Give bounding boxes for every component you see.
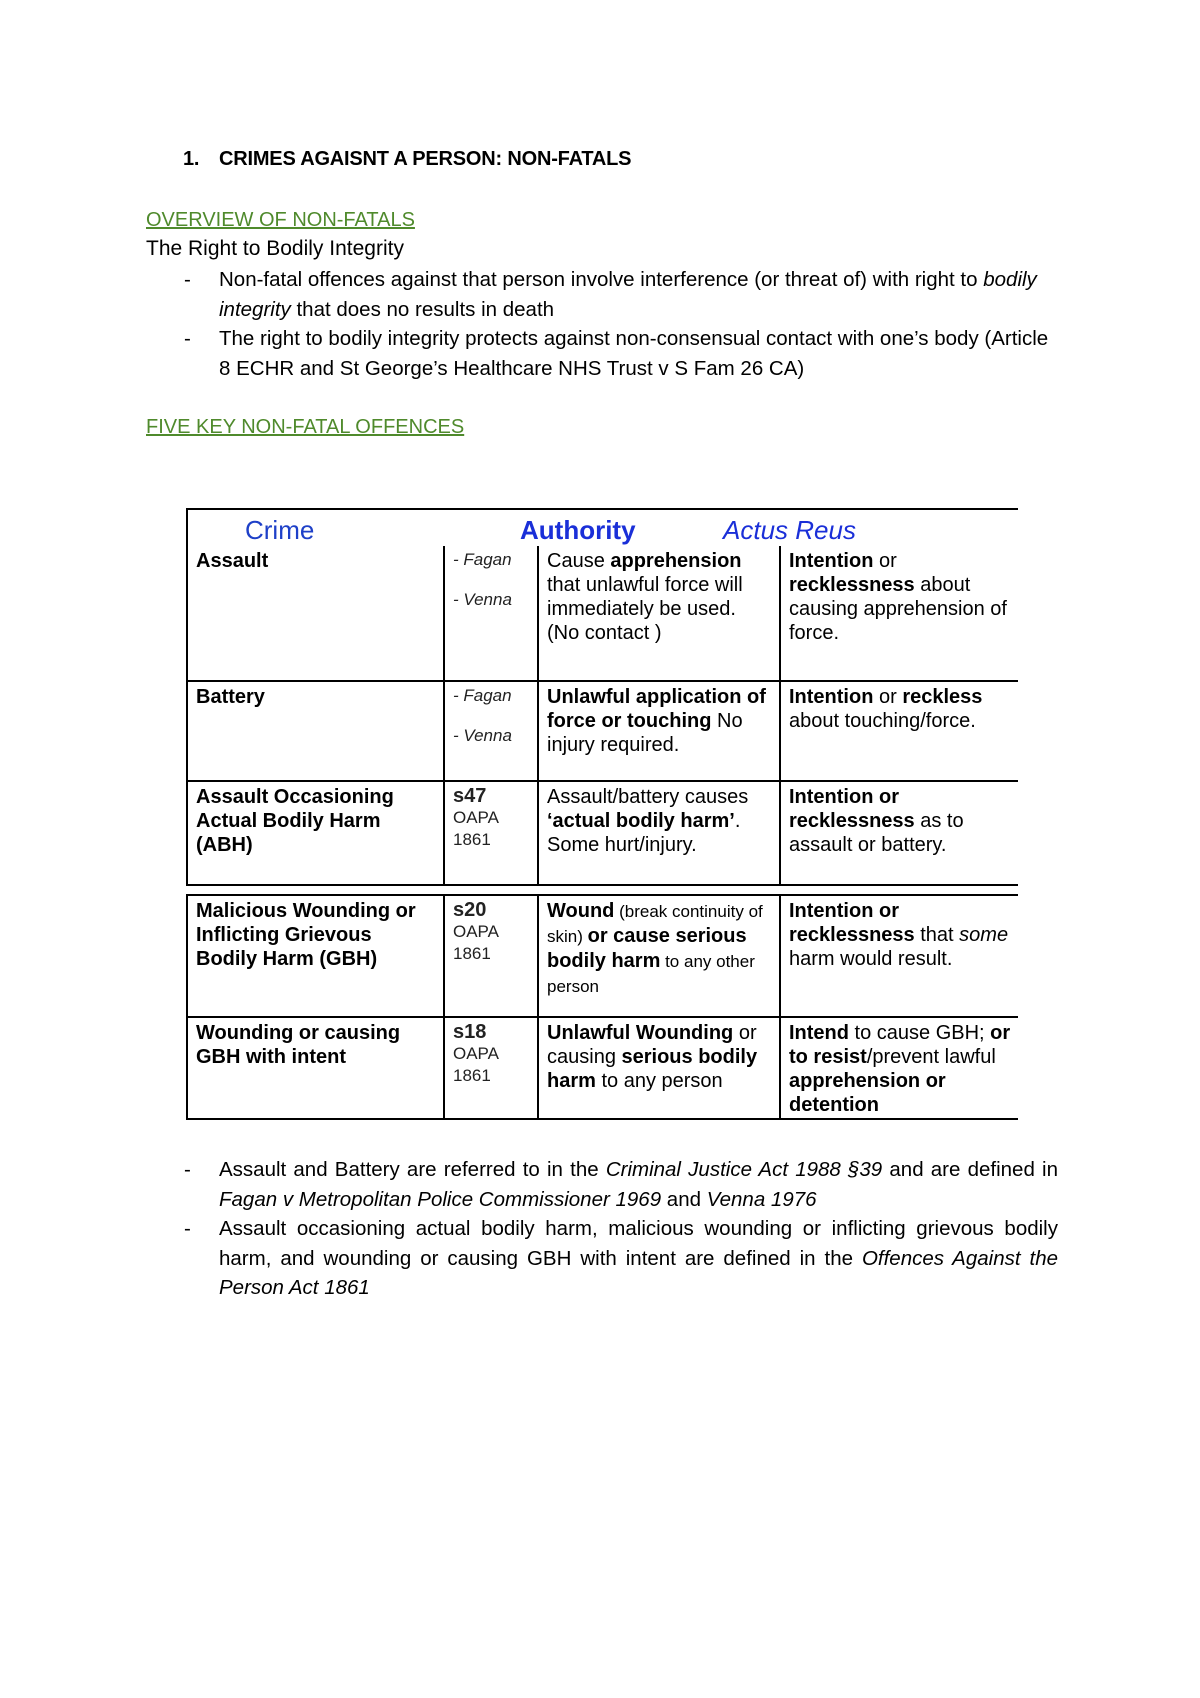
authority-cell: s18 OAPA 1861 bbox=[443, 1018, 537, 1118]
crime-cell: Malicious Wounding or Inflicting Grievous Bodily Harm (GBH) bbox=[196, 900, 416, 970]
heading-title: CRIMES AGAISNT A PERSON: NON-FATALS bbox=[219, 148, 632, 170]
crime-cell: Wounding or causing GBH with intent bbox=[196, 1022, 401, 1068]
bullet-dash: - bbox=[184, 327, 191, 350]
authority-cell: - Fagan - Venna bbox=[443, 546, 537, 680]
header-actus-reus: Actus Reus bbox=[723, 515, 856, 545]
header-authority: Authority bbox=[520, 515, 636, 545]
offences-heading: FIVE KEY NON-FATAL OFFENCES bbox=[146, 416, 465, 438]
authority-cell: s20 OAPA 1861 bbox=[443, 896, 537, 1016]
actus-reus-cell: Wound (break continuity of skin) or cause serious bodily harm to any other person bbox=[537, 896, 779, 1016]
offences-table bbox=[186, 508, 1018, 1120]
mens-rea-cell: Intention or reckless about touching/force. bbox=[779, 682, 1020, 780]
actus-reus-cell: Assault/battery causes ‘actual bodily harm’. Some hurt/injury. bbox=[537, 782, 779, 884]
bullet-dash: - bbox=[184, 1217, 191, 1240]
list-item: - Assault occasioning actual bodily harm, malicious wounding or inflicting grievous bodily harm, and wounding or causing GBH with intent are defined in the Offences Against the Person Act 1861 bbox=[146, 1214, 1058, 1303]
bullet-dash: - bbox=[184, 268, 191, 291]
header-crime: Crime bbox=[245, 515, 315, 545]
notes-bullets bbox=[146, 1155, 1058, 1303]
authority-cell: - Fagan - Venna bbox=[443, 682, 537, 780]
list-item: - Assault and Battery are referred to in the Criminal Justice Act 1988 §39 and are defined in Fagan v Metropolitan Police Commissioner 1969 and Venna 1976 bbox=[146, 1155, 1058, 1214]
crime-cell: Assault bbox=[196, 550, 269, 572]
crime-cell: Assault Occasioning Actual Bodily Harm (ABH) bbox=[196, 786, 394, 856]
crime-cell: Battery bbox=[196, 686, 265, 708]
list-item: - Non-fatal offences against that person involve interference (or threat of) with right to bodily integrity that does no results in death bbox=[146, 265, 1058, 324]
mens-rea-cell: Intention or recklessness that some harm would result. bbox=[779, 896, 1020, 1016]
authority-cell: s47 OAPA 1861 bbox=[443, 782, 537, 884]
mens-rea-cell: Intention or recklessness about causing apprehension of force. bbox=[779, 546, 1020, 680]
actus-reus-cell: Unlawful Wounding or causing serious bodily harm to any person bbox=[537, 1018, 779, 1118]
list-item: - The right to bodily integrity protects against non-consensual contact with one’s body (Article 8 ECHR and St George’s Healthcare NHS Trust v S Fam 26 CA) bbox=[146, 324, 1058, 383]
table-row bbox=[186, 894, 1018, 1018]
mens-rea-cell: Intention or recklessness as to assault or battery. bbox=[779, 782, 1020, 884]
table-row bbox=[186, 782, 1018, 886]
heading-number: 1. bbox=[183, 148, 200, 170]
actus-reus-cell: Unlawful application of force or touching No injury required. bbox=[537, 682, 779, 780]
bullet-dash: - bbox=[184, 1158, 191, 1181]
overview-subtitle: The Right to Bodily Integrity bbox=[146, 237, 404, 260]
overview-heading: OVERVIEW OF NON-FATALS bbox=[146, 209, 415, 231]
mens-rea-cell: Intend to cause GBH; or to resist/prevent lawful apprehension or detention bbox=[779, 1018, 1020, 1118]
table-row bbox=[186, 1018, 1018, 1120]
main-heading bbox=[183, 148, 631, 171]
table-row bbox=[186, 546, 1018, 682]
overview-bullets bbox=[146, 265, 1058, 383]
table-header bbox=[186, 508, 1018, 546]
table-row bbox=[186, 682, 1018, 782]
actus-reus-cell: Cause apprehension that unlawful force will immediately be used. (No contact ) bbox=[537, 546, 779, 680]
